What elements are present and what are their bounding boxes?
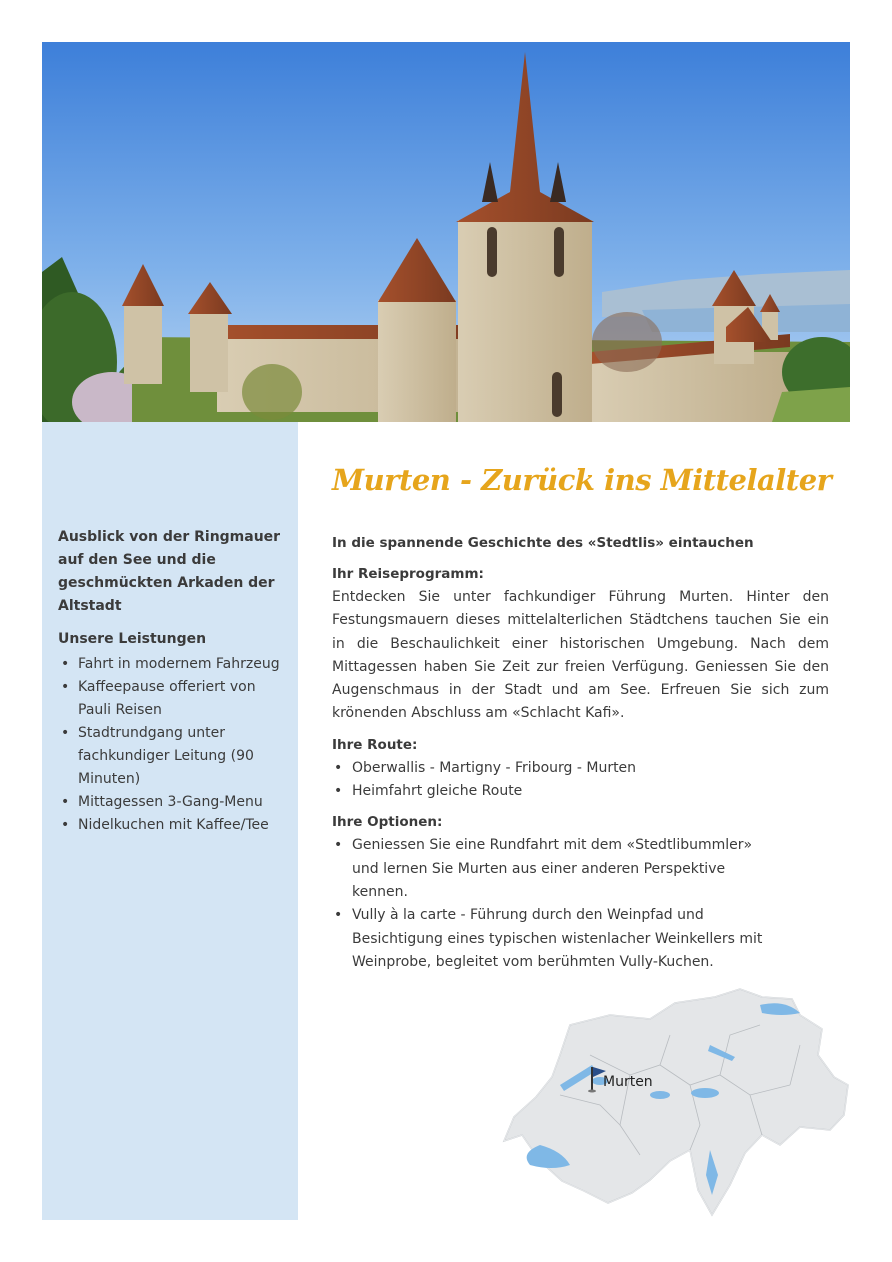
hero-photo [42,42,850,422]
route-list [332,757,829,804]
main-content [332,458,832,974]
switzerland-outline-icon [500,985,850,1225]
program-heading: Ihr Reiseprogramm: [332,566,484,582]
page-title: Murten - Zurück ins Mittelalter [332,463,832,497]
services-heading: Unsere Leistungen [58,631,207,647]
list-item: • Geniessen Sie eine Rundfahrt mit dem «Stedtlibummler» und lernen Sie Murten aus einer anderen Perspektive kennen. [332,834,782,904]
program-text: Entdecken Sie unter fachkundiger Führung Murten. Hinter den Festungsmauern dieses mittelalterlichen Städtchens tauchen Sie ein in die Beschaulichkeit einer historischen Umgebung. Nach dem Mittagessen haben Sie Zeit zur freien Verfügung. Geniessen Sie den Augenschmaus in der Stadt und am See. Erfreuen Sie sich zum krönenden Abschluss am «Schlacht Kafi». [332,589,829,722]
list-item: • Stadtrundgang unter fachkundiger Leitung (90 Minuten) [58,722,290,791]
list-item: • Kaffeepause offeriert von Pauli Reisen [58,676,290,722]
options-heading: Ihre Optionen: [332,814,443,831]
services-list [58,653,290,837]
list-item: • Heimfahrt gleiche Route [332,780,829,803]
list-item: • Mittagessen 3-Gang-Menu [58,791,290,814]
murten-town-wall-and-tower-photo [42,42,850,422]
switzerland-map [500,985,850,1225]
list-item: • Fahrt in modernem Fahrzeug [58,653,290,676]
list-item: • Vully à la carte - Führung durch den Weinpfad und Besichtigung eines typischen wistenlacher Weinkellers mit Weinprobe, begleitet vom berühmten Vully-Kuchen. [332,904,782,974]
map-label-murten: Murten [603,1074,653,1090]
photo-caption: Ausblick von der Ringmauer auf den See und die geschmückten Arkaden der Altstadt [58,529,281,614]
options-list [332,834,829,974]
route-heading: Ihre Route: [332,736,418,753]
subtitle: In die spannende Geschichte des «Stedtlis» eintauchen [332,535,754,551]
list-item: • Nidelkuchen mit Kaffee/Tee [58,814,290,837]
list-item: • Oberwallis - Martigny - Fribourg - Murten [332,757,829,780]
sidebar [42,422,298,1220]
